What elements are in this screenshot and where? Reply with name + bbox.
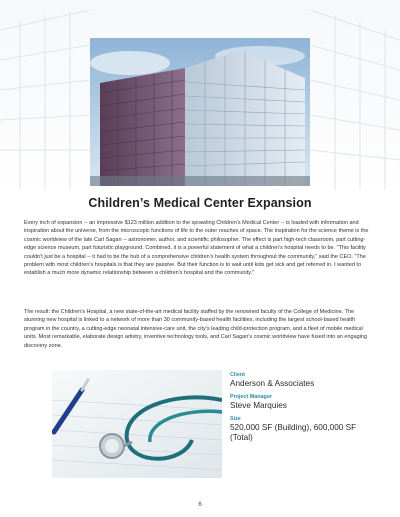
stethoscope-photo bbox=[52, 370, 222, 478]
size-label: Size bbox=[230, 416, 241, 422]
client-value: Anderson & Associates bbox=[230, 379, 315, 388]
body-paragraph-2: The result: the Children's Hospital, a new state-of-the-art medical facility staffed by the renowned faculty of the College of Medicine. The stunning new hospital is linked to a network of more than 30 community-based health facilities, including the largest school-based health program in the country, a cutting-edge neonatal intensive-care unit, the city's leading child-protection program, and a fleet of mobile medical units. Most remarkable, elaborate design artistry, inventive technology tools, and Carl Sagan's cosmic worldview have fused into an engaging discovery zone. bbox=[24, 309, 368, 349]
client-label: Client bbox=[230, 372, 245, 378]
page-number: 6 bbox=[198, 502, 202, 508]
project-details bbox=[230, 372, 380, 448]
hero-building-photo bbox=[90, 38, 310, 186]
project-manager-label: Project Manager bbox=[230, 394, 272, 400]
page-title: Children’s Medical Center Expansion bbox=[88, 196, 312, 210]
size-value: 520,000 SF (Building), 600,000 SF (Total) bbox=[230, 423, 357, 442]
project-manager-value: Steve Marquies bbox=[230, 401, 287, 410]
body-paragraph-1: Every inch of expansion -- an impressive $123 million addition to the sprawling Children’s Medical Center -- is loaded with information and inspiration about the universe, from the microscopic functions of life to the outer reaches of space. The inspiration for the science theme is the cosmic worldview of the late Carl Sagan -- astronomer, author, and scientific philosopher. The effect is part high-tech classroom, part cutting-edge science museum, part futuristic playground. Combined, it is a powerful statement of what a children’s hospital needs to be. "This facility couldn't just be a hospital -- it had to be the hub of a comprehensive children's health system throughout the community," said the CEO. "The problem with most children's hospitals is that they are passive. But their function is to wait until kids get sick and get referred in. I wanted to establish a much more dynamic relationship between a children's hospital and the community." bbox=[24, 220, 369, 277]
